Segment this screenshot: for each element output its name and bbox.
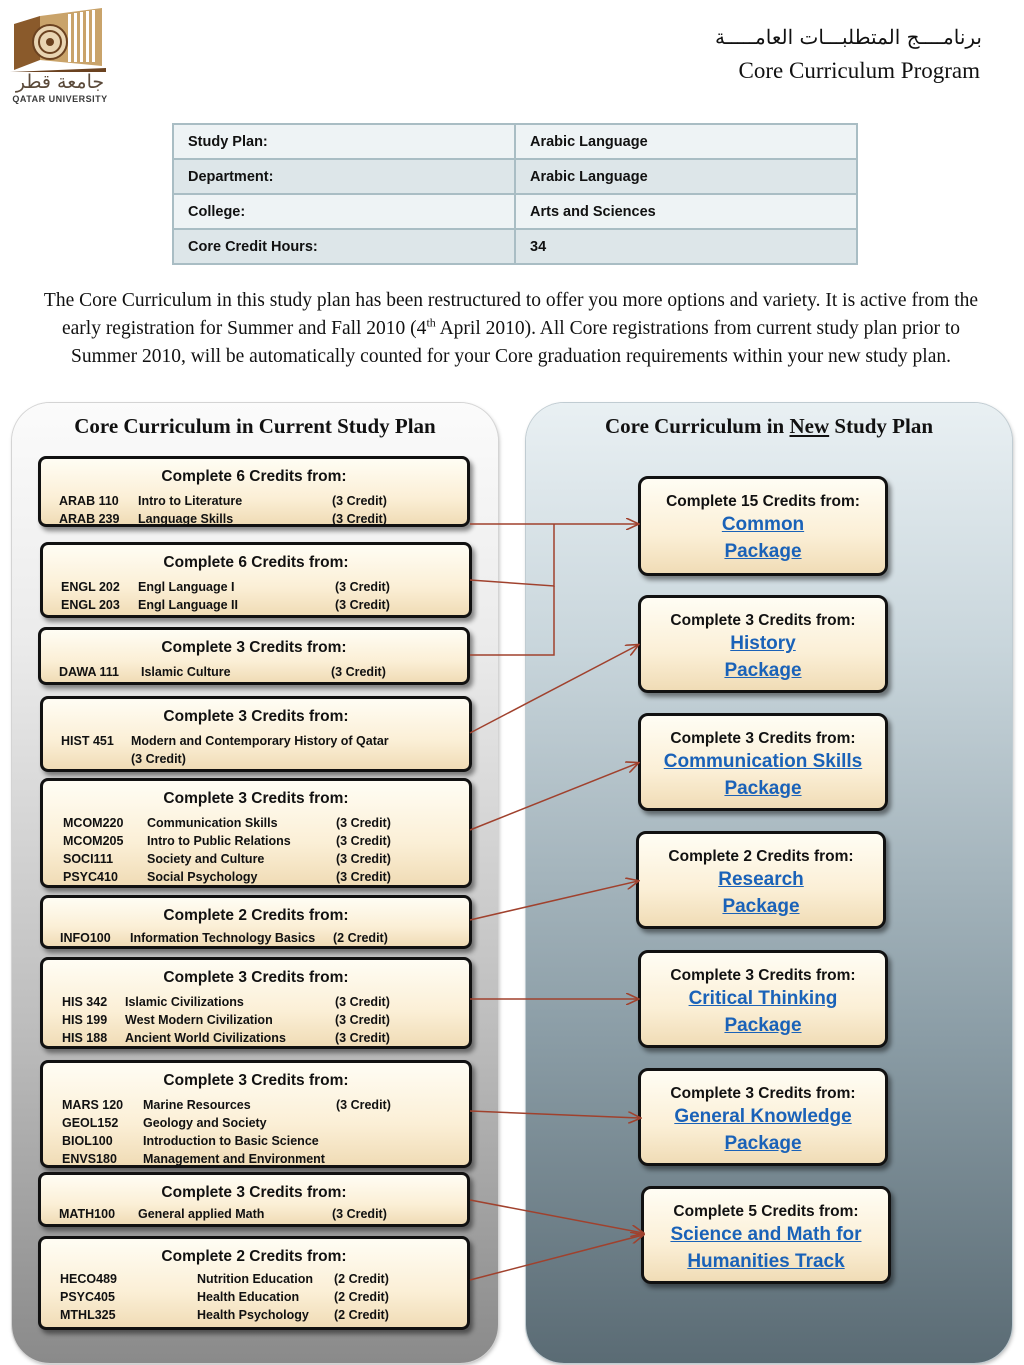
course-code: ENVS180 <box>62 1152 117 1166</box>
intro-paragraph <box>28 287 994 371</box>
table-row <box>173 229 857 264</box>
info-value: 34 <box>515 229 857 264</box>
course-group-box <box>40 1060 472 1168</box>
course-row <box>41 663 467 681</box>
course-credit: (3 Credit) <box>332 512 387 526</box>
course-row <box>43 596 469 614</box>
course-code: HIS 188 <box>62 1031 108 1045</box>
course-name: Islamic Culture <box>141 665 231 679</box>
course-name: Nutrition Education <box>197 1272 313 1286</box>
package-heading: Complete 5 Credits from: <box>673 1203 859 1220</box>
study-plan-info-table <box>172 123 858 265</box>
course-name: Society and Culture <box>147 852 265 866</box>
course-name: Intro to Public Relations <box>147 834 291 848</box>
page-title-arabic: برنامــــج المتطلبـــات العامـــــة <box>715 25 982 49</box>
info-value: Arabic Language <box>515 159 857 194</box>
course-group-heading: Complete 6 Credits from: <box>163 554 349 571</box>
course-row <box>43 732 469 766</box>
info-label: Department: <box>173 159 515 194</box>
package-heading: Complete 3 Credits from: <box>670 730 856 747</box>
course-name: Introduction to Basic Science <box>143 1134 319 1148</box>
course-row <box>41 1205 467 1223</box>
course-group-heading: Complete 2 Credits from: <box>163 907 349 924</box>
course-credit: (3 Credit) <box>335 580 390 594</box>
package-link[interactable]: Package <box>722 896 800 917</box>
package-heading: Complete 3 Credits from: <box>670 967 856 984</box>
course-code: MARS 120 <box>62 1098 124 1112</box>
course-name: Management and Environment <box>143 1152 325 1166</box>
new-plan-title <box>526 414 1012 439</box>
course-credit: (2 Credit) <box>334 1290 389 1304</box>
course-name: Islamic Civilizations <box>125 995 244 1009</box>
course-row <box>43 929 469 947</box>
course-credit: (3 Credit) <box>336 816 391 830</box>
package-link[interactable]: Package <box>724 541 802 562</box>
course-row <box>43 832 469 850</box>
course-credit: (3 Credit) <box>332 494 387 508</box>
package-box <box>638 1068 888 1166</box>
package-link[interactable]: Science and Math for <box>670 1224 862 1245</box>
course-row <box>43 868 469 886</box>
info-label: College: <box>173 194 515 229</box>
course-name: Engl Language II <box>138 598 239 612</box>
info-value: Arts and Sciences <box>515 194 857 229</box>
page-title: Core Curriculum Program <box>738 58 980 83</box>
course-row <box>41 1270 467 1288</box>
course-group-box <box>40 957 472 1049</box>
course-name: Modern and Contemporary History of Qatar <box>131 734 389 748</box>
course-row <box>41 510 467 528</box>
course-name: Geology and Society <box>143 1116 267 1130</box>
course-credit: (2 Credit) <box>334 1308 389 1322</box>
course-name: Ancient World Civilizations <box>125 1031 286 1045</box>
course-row <box>41 1306 467 1324</box>
course-group-box <box>38 627 470 685</box>
package-box <box>638 476 888 576</box>
course-name: Social Psychology <box>147 870 258 884</box>
course-name: Health Education <box>197 1290 300 1304</box>
info-value: Arabic Language <box>515 124 857 159</box>
package-heading: Complete 3 Credits from: <box>670 1085 856 1102</box>
package-link[interactable]: Humanities Track <box>687 1251 845 1272</box>
course-credit: (3 Credit) <box>336 1098 391 1112</box>
package-heading: Complete 2 Credits from: <box>668 848 854 865</box>
course-row <box>43 1096 469 1114</box>
course-group-box <box>40 778 472 888</box>
course-credit: (3 Credit) <box>331 665 386 679</box>
course-row <box>41 492 467 510</box>
course-row <box>43 1132 469 1150</box>
course-code: MCOM205 <box>63 834 124 848</box>
course-credit: (3 Credit) <box>335 995 390 1009</box>
package-link[interactable]: Package <box>724 660 802 681</box>
table-row <box>173 159 857 194</box>
course-group-heading: Complete 3 Credits from: <box>161 639 347 656</box>
intro-text-part2: April 2010). All Core registrations from current study plan prior to Summer 2010, will be automatically counted for your Core graduation requirements within your new study plan. <box>70 318 961 367</box>
package-link[interactable]: Package <box>724 778 802 799</box>
course-code: MTHL325 <box>60 1308 116 1322</box>
course-group-heading: Complete 3 Credits from: <box>161 1184 347 1201</box>
course-row <box>43 850 469 868</box>
package-box <box>638 595 888 693</box>
course-group-heading: Complete 3 Credits from: <box>163 790 349 807</box>
course-row <box>43 1114 469 1132</box>
course-code: MCOM220 <box>63 816 124 830</box>
course-code: GEOL152 <box>62 1116 119 1130</box>
course-code: PSYC405 <box>60 1290 115 1304</box>
new-plan-title-suffix: Study Plan <box>829 414 934 438</box>
current-plan-title: Core Curriculum in Current Study Plan <box>74 414 436 438</box>
course-code: INFO100 <box>60 931 111 945</box>
package-link[interactable]: Common <box>721 514 805 535</box>
course-credit: (3 Credit) <box>332 1207 387 1221</box>
course-code: HIS 199 <box>62 1013 108 1027</box>
course-code: MATH100 <box>59 1207 116 1221</box>
course-code: SOCI111 <box>63 852 114 866</box>
new-plan-title-prefix: Core Curriculum in <box>604 414 790 438</box>
course-credit: (3 Credit) <box>336 870 391 884</box>
course-code: DAWA 111 <box>59 665 119 679</box>
course-credit: (3 Credit) <box>336 834 391 848</box>
course-row <box>43 1150 469 1168</box>
course-row <box>43 578 469 596</box>
course-code: ENGL 202 <box>61 580 120 594</box>
table-row <box>173 124 857 159</box>
intro-superscript: th <box>426 315 436 330</box>
course-code: BIOL100 <box>62 1134 113 1148</box>
course-credit: (2 Credit) <box>333 931 388 945</box>
course-name: Engl Language I <box>138 580 235 594</box>
course-code: ARAB 110 <box>59 494 119 508</box>
course-credit: (3 Credit) <box>335 598 390 612</box>
info-label: Core Credit Hours: <box>173 229 515 264</box>
package-link[interactable]: Research <box>718 869 804 890</box>
course-group-box <box>38 1236 470 1330</box>
course-group-box <box>40 895 472 949</box>
course-credit: (3 Credit) <box>336 852 391 866</box>
course-name: General applied Math <box>138 1207 265 1221</box>
package-link[interactable]: History <box>730 633 796 654</box>
university-building-icon <box>10 6 106 72</box>
course-group-heading: Complete 3 Credits from: <box>163 708 349 725</box>
intro-text-part1: The Core Curriculum in this study plan has been restructured to offer you more options and variety. It is active from the early registration for Summer and Fall 2010 (4 <box>43 290 979 339</box>
course-code: PSYC410 <box>63 870 118 884</box>
course-name: Language Skills <box>138 512 234 526</box>
course-name: Information Technology Basics <box>130 931 316 945</box>
package-box <box>638 713 888 811</box>
course-name: Intro to Literature <box>138 494 243 508</box>
course-group-box <box>38 456 470 527</box>
package-link[interactable]: Package <box>724 1015 802 1036</box>
course-code: ENGL 203 <box>61 598 120 612</box>
table-row <box>173 194 857 229</box>
logo-arabic-text: جامعة قطر <box>15 71 105 93</box>
package-heading: Complete 3 Credits from: <box>670 612 856 629</box>
package-link[interactable]: Package <box>724 1133 802 1154</box>
course-credit: (3 Credit) <box>335 1031 390 1045</box>
course-group-heading: Complete 2 Credits from: <box>161 1248 347 1265</box>
course-name: Marine Resources <box>143 1098 251 1112</box>
course-group-box <box>38 1172 470 1227</box>
course-row <box>43 1011 469 1029</box>
course-group-box <box>40 696 472 772</box>
package-heading: Complete 15 Credits from: <box>666 493 860 510</box>
package-link[interactable]: General Knowledge <box>674 1106 852 1127</box>
course-credit: (3 Credit) <box>335 1013 390 1027</box>
course-code: HECO489 <box>60 1272 117 1286</box>
course-code: HIST 451 <box>61 734 114 748</box>
course-credit: (3 Credit) <box>131 752 186 766</box>
package-box <box>638 950 888 1048</box>
course-name: Communication Skills <box>147 816 278 830</box>
course-credit: (2 Credit) <box>334 1272 389 1286</box>
course-name: Health Psychology <box>197 1308 309 1322</box>
package-link[interactable]: Critical Thinking <box>688 988 838 1009</box>
course-row <box>43 993 469 1011</box>
info-label: Study Plan: <box>173 124 515 159</box>
package-link[interactable]: Communication Skills <box>663 751 863 772</box>
new-plan-title-emphasis: New <box>789 414 830 438</box>
course-code: HIS 342 <box>62 995 108 1009</box>
course-group-heading: Complete 6 Credits from: <box>161 468 347 485</box>
package-box <box>641 1186 891 1284</box>
course-code: ARAB 239 <box>59 512 120 526</box>
course-group-box <box>40 542 472 618</box>
course-name: West Modern Civilization <box>125 1013 273 1027</box>
course-group-heading: Complete 3 Credits from: <box>163 969 349 986</box>
qatar-university-logo <box>4 4 114 104</box>
course-row <box>41 1288 467 1306</box>
course-row <box>43 1029 469 1047</box>
course-row <box>43 814 469 832</box>
package-box <box>636 831 886 929</box>
logo-english-text: QATAR UNIVERSITY <box>12 94 108 104</box>
course-group-heading: Complete 3 Credits from: <box>163 1072 349 1089</box>
